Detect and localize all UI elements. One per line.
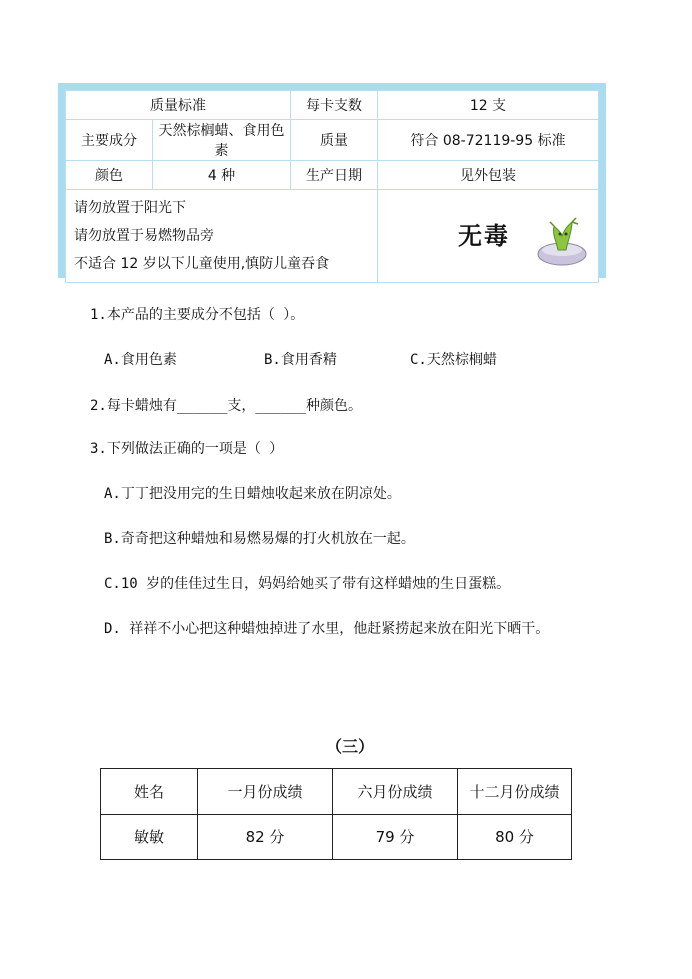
- section-title: （三）: [326, 737, 375, 756]
- color-label: 颜色: [66, 161, 153, 190]
- quality-standard-header: 质量标准: [66, 91, 291, 120]
- table-row: [101, 769, 572, 815]
- color-value: 4 种: [153, 161, 291, 190]
- question-3: 3.下列做法正确的一项是（ ）: [90, 441, 284, 457]
- question-1: 1.本产品的主要成分不包括（ ）。: [90, 307, 305, 323]
- cell-june: 79 分: [333, 814, 458, 860]
- ingredients-value: 天然棕榈蜡、食用色素: [153, 120, 291, 161]
- cell-january: 82 分: [198, 814, 333, 860]
- warnings-cell: [66, 190, 378, 283]
- header-january: 一月份成绩: [198, 769, 333, 815]
- q3-option-d: D. 祥祥不小心把这种蜡烛掉进了水里，他赶紧捞起来放在阳光下晒干。: [104, 621, 550, 637]
- product-label: [58, 83, 606, 278]
- quality-label: 质量: [291, 120, 378, 161]
- question-2: 2.每卡蜡烛有______支，______种颜色。: [90, 398, 363, 414]
- ingredients-label: 主要成分: [66, 120, 153, 161]
- date-label: 生产日期: [291, 161, 378, 190]
- header-name: 姓名: [101, 769, 198, 815]
- header-december: 十二月份成绩: [458, 769, 572, 815]
- cell-name: 敏敏: [101, 814, 198, 860]
- header-june: 六月份成绩: [333, 769, 458, 815]
- scores-table: [100, 768, 572, 860]
- per-card-count-value: 12 支: [378, 91, 599, 120]
- q1-option-c: C.天然棕榈蜡: [410, 352, 497, 368]
- q1-option-a: A.食用色素: [104, 352, 177, 368]
- q3-option-a: A.丁丁把没用完的生日蜡烛收起来放在阴凉处。: [104, 486, 401, 502]
- q1-option-b: B.食用香精: [264, 352, 337, 368]
- table-row: [101, 814, 572, 860]
- nontoxic-text: 无毒: [458, 222, 510, 250]
- q3-option-b: B.奇奇把这种蜡烛和易燃易爆的打火机放在一起。: [104, 531, 415, 547]
- warning-line: 请勿放置于阳光下: [74, 200, 186, 216]
- warning-line: 请勿放置于易燃物品旁: [74, 228, 214, 244]
- candle-pot-icon: [534, 212, 590, 268]
- quality-value: 符合 08-72119-95 标准: [378, 120, 599, 161]
- date-value: 见外包装: [378, 161, 599, 190]
- warning-line: 不适合 12 岁以下儿童使用,慎防儿童吞食: [74, 256, 330, 272]
- cell-december: 80 分: [458, 814, 572, 860]
- per-card-count-label: 每卡支数: [291, 91, 378, 120]
- product-label-table: [65, 90, 599, 283]
- nontoxic-cell: [378, 190, 599, 283]
- q3-option-c: C.10 岁的佳佳过生日，妈妈给她买了带有这样蜡烛的生日蛋糕。: [104, 576, 511, 592]
